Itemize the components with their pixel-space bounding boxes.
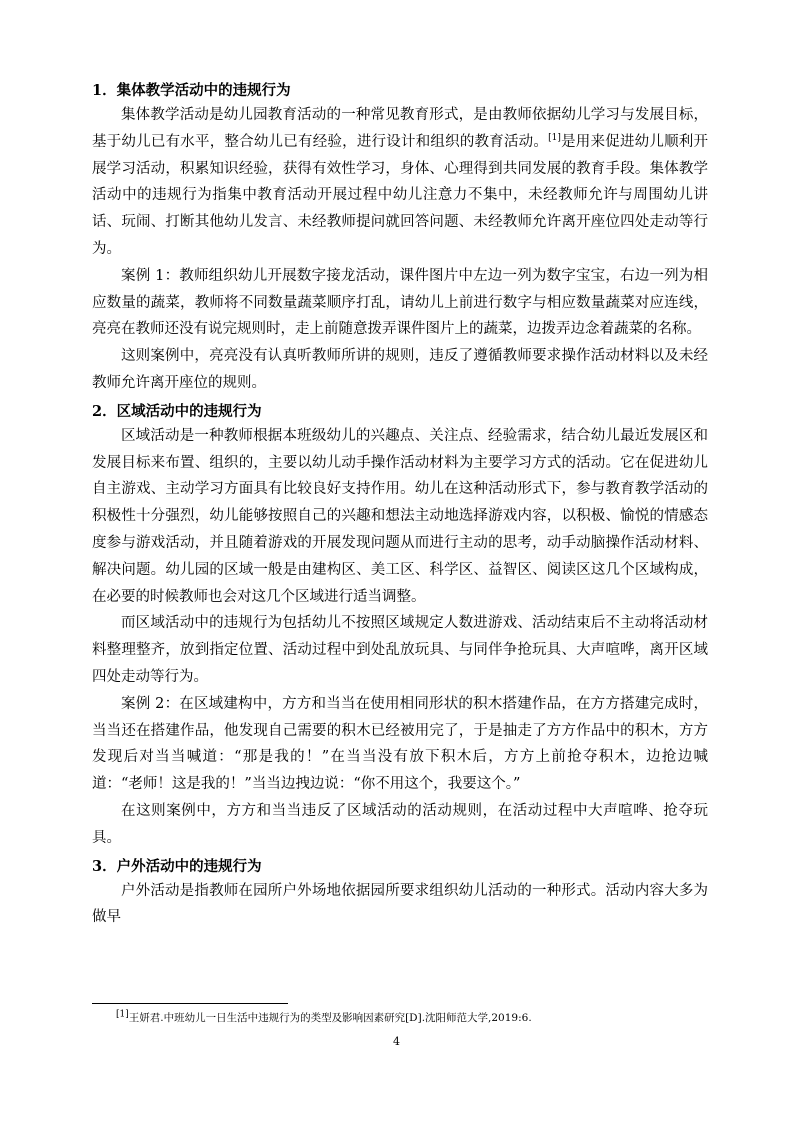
footnote-text: 王妍君.中班幼儿一日生活中违规行为的类型及影响因素研究[D].沈阳师范大学,2019:6. [128, 1012, 532, 1024]
section-heading-1: 1．集体教学活动中的违规行为 [92, 82, 291, 99]
paragraph: 这则案例中，亮亮没有认真听教师所讲的规则，违反了遵循教师要求操作活动材料以及未经教师允许离开座位的规则。 [92, 348, 708, 391]
paragraph: 在这则案例中，方方和当当违反了区域活动的活动规则，在活动过程中大声喧哗、抢夺玩具。 [92, 802, 708, 846]
paragraph: 区域活动是一种教师根据本班级幼儿的兴趣点、关注点、经验需求，结合幼儿最近发展区和发展目标来布置、组织的，主要以幼儿动手操作活动材料为主要学习方式的活动。它在促进幼儿自主游戏、主动学习方面具有比较良好支持作用。幼儿在这种活动形式下，参与教育教学活动的积极性十分强烈，幼儿能够按照自己的兴趣和想法主动地选择游戏内容，以积极、愉悦的情感态度参与游戏活动，并且随着游戏的开展发现问题从而进行主动的思考，动手动脑操作活动材料、解决问题。幼儿园的区域一般是由建构区、美工区、科学区、益智区、阅读区这几个区域构成，在必要的时候教师也会对这几个区域进行适当调整。 [92, 427, 708, 605]
page-number: 4 [393, 1035, 400, 1048]
paragraph: 而区域活动中的违规行为包括幼儿不按照区域规定人数进游戏、活动结束后不主动将活动材料整理整齐，放到指定位置、活动过程中到处乱放玩具、与同伴争抢玩具、大声喧哗，离开区域四处走动等行为。 [92, 615, 708, 685]
body-content [92, 80, 708, 931]
paragraph: 户外活动是指教师在园所户外场地依据园所要求组织幼儿活动的一种形式。活动内容大多为做早 [92, 882, 708, 926]
paragraph [92, 102, 708, 263]
paragraph-text: 是用来促进幼儿顺利开展学习活动，积累知识经验，获得有效性学习，身体、心理得到共同发展的教育手段。集体教学活动中的违规行为指集中教育活动开展过程中幼儿注意力不集中，未经教师允许与周围幼儿讲话、玩闹、打断其他幼儿发言、未经教师提问就回答问题、未经教师允许离开座位四处走动等行为。 [92, 133, 709, 257]
footnote [116, 1010, 716, 1026]
paragraph: 案例 1：教师组织幼儿开展数字接龙活动，课件图片中左边一列为数字宝宝，右边一列为相应数量的蔬菜，教师将不同数量蔬菜顺序打乱，请幼儿上前进行数字与相应数量蔬菜对应连线，亮亮在教师还没有说完规则时，走上前随意拨弄课件图片上的蔬菜，边拨弄边念着蔬菜的名称。 [92, 267, 708, 338]
section-heading-2: 2．区域活动中的违规行为 [92, 402, 262, 420]
section-heading-3: 3．户外活动中的违规行为 [92, 857, 262, 875]
footnote-divider [92, 1003, 288, 1004]
paragraph: 案例 2：在区域建构中，方方和当当在使用相同形状的积木搭建作品，在方方搭建完成时，当当还在搭建作品，他发现自己需要的积木已经被用完了，于是抽走了方方作品中的积木，方方发现后对当当喊道：“那是我的！”在当当没有放下积木后，方方上前抢夺积木，边抢边喊道：“老师！这是我的！”当当边拽边说：“你不用这个，我要这个。” [92, 695, 708, 793]
paragraph-text: 集体教学活动是幼儿园教育活动的一种常见教育形式，是由教师依据幼儿学习与发展目标，基于幼儿已有水平，整合幼儿已有经验，进行设计和组织的教育活动。 [92, 107, 708, 150]
footnote-reference[interactable]: [1] [548, 132, 561, 143]
footnote-marker: [1] [116, 1009, 129, 1020]
